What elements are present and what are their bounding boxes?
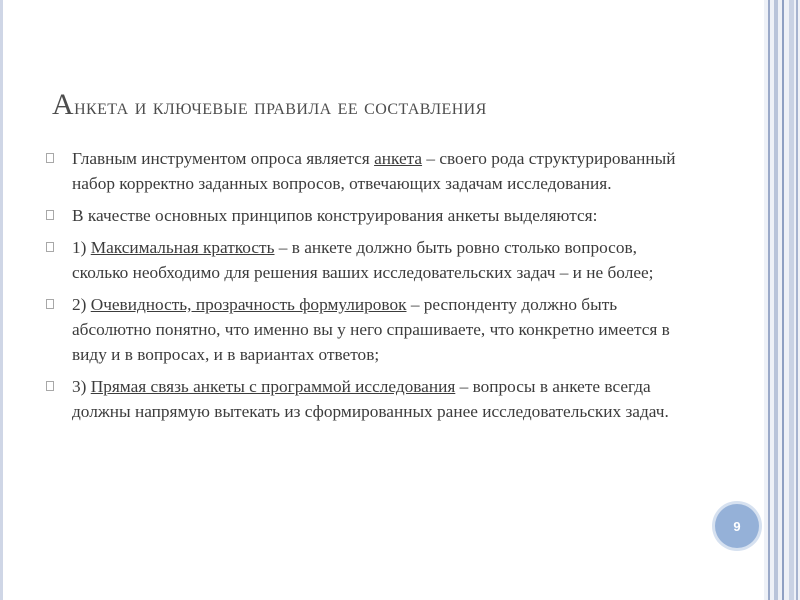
- bullet-list: [46, 146, 696, 431]
- title-text: нкета и ключевые правила ее составления: [74, 94, 487, 119]
- bullet-text-cont: – своего рода структурированный набор корректно заданных вопросов, отвечающих задачам исследования.: [72, 149, 676, 193]
- bullet-text-cont: – вопросы в анкете всегда должны напрямую вытекать из сформированных ранее исследовательских задач.: [72, 377, 669, 421]
- bullet-text: В качестве основных принципов конструирования анкеты выделяются:: [72, 206, 598, 225]
- bullet-item: [46, 203, 696, 228]
- bullet-text: Главным инструментом опроса является: [72, 149, 375, 168]
- bullet-item: [46, 235, 696, 285]
- bullet-underlined-term: анкета: [374, 149, 423, 168]
- bullet-underlined-term: Прямая связь анкеты с программой исследования: [90, 377, 456, 396]
- border-stripe: [768, 0, 770, 600]
- border-stripe: [774, 0, 778, 600]
- bullet-text-cont: – в анкете должно быть ровно столько вопросов, сколько необходимо для решения ваших исследовательских задач – и не более;: [72, 238, 654, 282]
- page-number-badge: 9: [715, 504, 759, 548]
- bullet-item: [46, 374, 696, 424]
- bullet-underlined-term: Максимальная краткость: [90, 238, 275, 257]
- border-stripe: [782, 0, 784, 600]
- bullet-text-cont: – респонденту должно быть абсолютно понятно, что именно вы у него спрашиваете, что конкретно имеется в виду и в вопросах, и в вариантах ответов;: [72, 295, 670, 364]
- bullet-item: [46, 292, 696, 367]
- border-stripe: [796, 0, 798, 600]
- bullet-text: 1): [72, 238, 91, 257]
- border-stripe: [789, 0, 794, 600]
- slide-title: [52, 88, 752, 122]
- title-first-letter: А: [52, 88, 75, 121]
- bullet-text: 3): [72, 377, 91, 396]
- bullet-underlined-term: Очевидность, прозрачность формулировок: [90, 295, 407, 314]
- bullet-marker-icon: [46, 153, 54, 163]
- right-border-decoration: [764, 0, 800, 600]
- bullet-marker-icon: [46, 210, 54, 220]
- bullet-marker-icon: [46, 299, 54, 309]
- bullet-marker-icon: [46, 381, 54, 391]
- bullet-text: 2): [72, 295, 91, 314]
- bullet-item: [46, 146, 696, 196]
- bullet-marker-icon: [46, 242, 54, 252]
- left-edge-decoration: [0, 0, 3, 600]
